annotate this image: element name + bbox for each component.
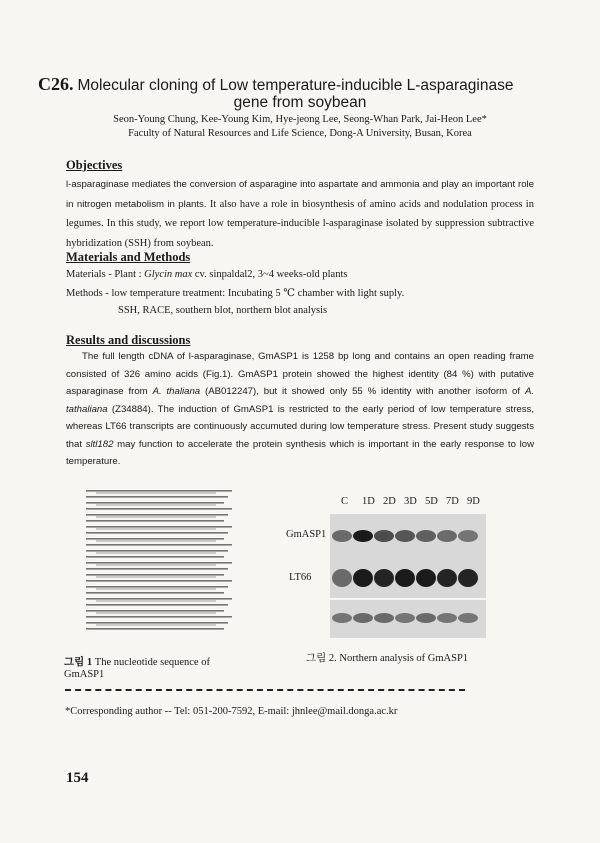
sequence-line bbox=[86, 628, 224, 630]
sequence-line bbox=[86, 544, 232, 546]
sequence-line bbox=[86, 520, 224, 522]
translation-line bbox=[96, 529, 216, 530]
results-p4: may function to accelerate the protein synthesis which is important in the early response to low temperature. bbox=[66, 438, 534, 467]
sequence-line bbox=[86, 568, 228, 570]
sequence-line bbox=[86, 556, 224, 558]
sequence-lines bbox=[86, 490, 232, 630]
translation-line bbox=[96, 493, 216, 494]
gmasp1-band bbox=[458, 530, 478, 542]
abstract-code: C26. bbox=[38, 74, 74, 94]
lane-label: 2D bbox=[383, 496, 396, 507]
lt66-band bbox=[437, 569, 457, 587]
lane-label: C bbox=[341, 496, 349, 507]
sequence-line bbox=[86, 508, 232, 510]
lt66-band bbox=[416, 569, 436, 587]
figure-1-sequence-image bbox=[86, 486, 236, 636]
figure-1-caption-label: 그림 1 bbox=[64, 657, 93, 668]
lane-label: 1D bbox=[362, 496, 375, 507]
figure-1-caption bbox=[64, 654, 274, 680]
methods-line: Methods - low temperature treatment: Incubating 5 ℃ chamber with light suply. bbox=[66, 288, 405, 299]
lane-label: 7D bbox=[446, 496, 459, 507]
lt66-band bbox=[458, 569, 478, 587]
translation-line bbox=[96, 517, 216, 518]
sequence-line bbox=[86, 622, 228, 624]
rrna-band bbox=[416, 613, 436, 623]
gmasp1-band bbox=[374, 530, 394, 542]
methods-heading: Materials and Methods bbox=[66, 250, 191, 264]
figure-1-caption-text: The nucleotide sequence of bbox=[92, 657, 210, 668]
blot-lt66 bbox=[330, 558, 486, 598]
row-label-gmasp1: GmASP1 bbox=[286, 529, 327, 540]
lt66-band bbox=[332, 569, 352, 587]
sequence-line bbox=[86, 550, 228, 552]
corresponding-author: *Corresponding author -- Tel: 051-200-7592, E-mail: jhnlee@mail.donga.ac.kr bbox=[65, 706, 398, 717]
authors: Seon-Young Chung, Kee-Young Kim, Hye-jeong Lee, Seong-Whan Park, Jai-Heon Lee* bbox=[113, 114, 487, 125]
figure-2-caption bbox=[306, 650, 468, 665]
rrna-band bbox=[437, 613, 457, 623]
lane-label: 3D bbox=[404, 496, 417, 507]
sequence-line bbox=[86, 604, 228, 606]
blot-gmasp1 bbox=[330, 514, 486, 558]
affiliation: Faculty of Natural Resources and Life Science, Dong-A University, Busan, Korea bbox=[128, 128, 472, 139]
sequence-line bbox=[86, 538, 224, 540]
objectives-heading: Objectives bbox=[66, 158, 123, 172]
gmasp1-band bbox=[416, 530, 436, 542]
results-species-2: A. tathaliana bbox=[66, 386, 535, 415]
translation-line bbox=[96, 589, 216, 590]
title-line-1: Molecular cloning of Low temperature-inducible L-asparaginase bbox=[77, 77, 514, 94]
rrna-band bbox=[332, 613, 352, 623]
sequence-line bbox=[86, 580, 232, 582]
objectives-text-start: l-asparaginase mediates the conversion of asparagine into aspartate and ammonia and play an important role in nitrogen metabolism in plants. bbox=[66, 179, 534, 210]
rrna-band bbox=[374, 613, 394, 623]
translation-line bbox=[96, 505, 216, 506]
footer-divider bbox=[65, 689, 465, 691]
materials-species: Glycin max bbox=[144, 269, 193, 280]
lane-label: 5D bbox=[425, 496, 438, 507]
translation-line bbox=[96, 553, 216, 554]
title-block bbox=[38, 74, 568, 95]
figure-2-caption-label: 그림 2. bbox=[306, 653, 337, 664]
results-text bbox=[66, 348, 534, 471]
figure-2-caption-text: Northern analysis of GmASP1 bbox=[336, 653, 469, 664]
translation-line bbox=[96, 625, 216, 626]
sequence-line bbox=[86, 592, 224, 594]
sequence-line bbox=[86, 616, 232, 618]
results-p1: The full length cDNA of l-asparaginase, GmASP1 is 1258 bp long and contains an open reading frame consisted of 326 amino acids (Fig.1). GmASP1 protein showed the highest identity (84 %) with putative asparaginase from bbox=[66, 351, 534, 397]
translation-line bbox=[96, 541, 216, 542]
objectives-text-end: It also have a role in biosynthesis of amino acids and nodulation process in legumes. In this study, we report low temperature-inducible l-asparaginase isolated by suppression subtractive hybridization (SSH) from soybean. bbox=[66, 198, 534, 249]
translation-line bbox=[96, 601, 216, 602]
sequence-line bbox=[86, 562, 232, 564]
translation-line bbox=[96, 577, 216, 578]
lt66-band bbox=[353, 569, 373, 587]
sequence-line bbox=[86, 496, 228, 498]
results-heading: Results and discussions bbox=[66, 333, 191, 347]
materials-line bbox=[66, 266, 534, 284]
sequence-line bbox=[86, 610, 224, 612]
translation-line bbox=[96, 565, 216, 566]
blot-rrna-loading bbox=[330, 600, 486, 638]
gmasp1-band bbox=[437, 530, 457, 542]
sequence-line bbox=[86, 526, 232, 528]
page-number: 154 bbox=[66, 770, 89, 786]
objectives-text bbox=[66, 174, 534, 252]
gmasp1-band bbox=[353, 530, 373, 542]
gmasp1-band bbox=[332, 530, 352, 542]
row-label-lt66: LT66 bbox=[289, 572, 312, 583]
materials-suffix: cv. sinpaldal2, 3~4 weeks-old plants bbox=[192, 269, 348, 280]
lt66-band bbox=[374, 569, 394, 587]
sequence-line bbox=[86, 502, 224, 504]
lane-labels bbox=[335, 496, 485, 512]
title-line-2: gene from soybean bbox=[233, 94, 367, 111]
methods-line-2: SSH, RACE, southern blot, northern blot analysis bbox=[118, 305, 328, 316]
rrna-band bbox=[395, 613, 415, 623]
sequence-line bbox=[86, 532, 228, 534]
sequence-line bbox=[86, 514, 228, 516]
sequence-line bbox=[86, 574, 224, 576]
gmasp1-band bbox=[395, 530, 415, 542]
lane-label: 9D bbox=[467, 496, 480, 507]
translation-line bbox=[96, 613, 216, 614]
results-gene: sltl182 bbox=[85, 438, 114, 450]
materials-prefix: Materials - Plant : bbox=[66, 269, 145, 280]
results-p2: (AB012247), but it showed only 55 % identity with another isoform of bbox=[200, 386, 525, 397]
figure-1-caption-text-2: GmASP1 bbox=[64, 669, 105, 680]
results-species-1: A. thaliana bbox=[152, 386, 201, 397]
sequence-line bbox=[86, 598, 232, 600]
results-p3: (Z34884). The induction of GmASP1 is restricted to the early period of low temperature stress, whereas LT66 transcripts are continuously accumuted during low temperature stress. Present study suggests that bbox=[66, 403, 534, 450]
sequence-line bbox=[86, 490, 232, 492]
sequence-line bbox=[86, 586, 228, 588]
rrna-band bbox=[458, 613, 478, 623]
rrna-band bbox=[353, 613, 373, 623]
lt66-band bbox=[395, 569, 415, 587]
